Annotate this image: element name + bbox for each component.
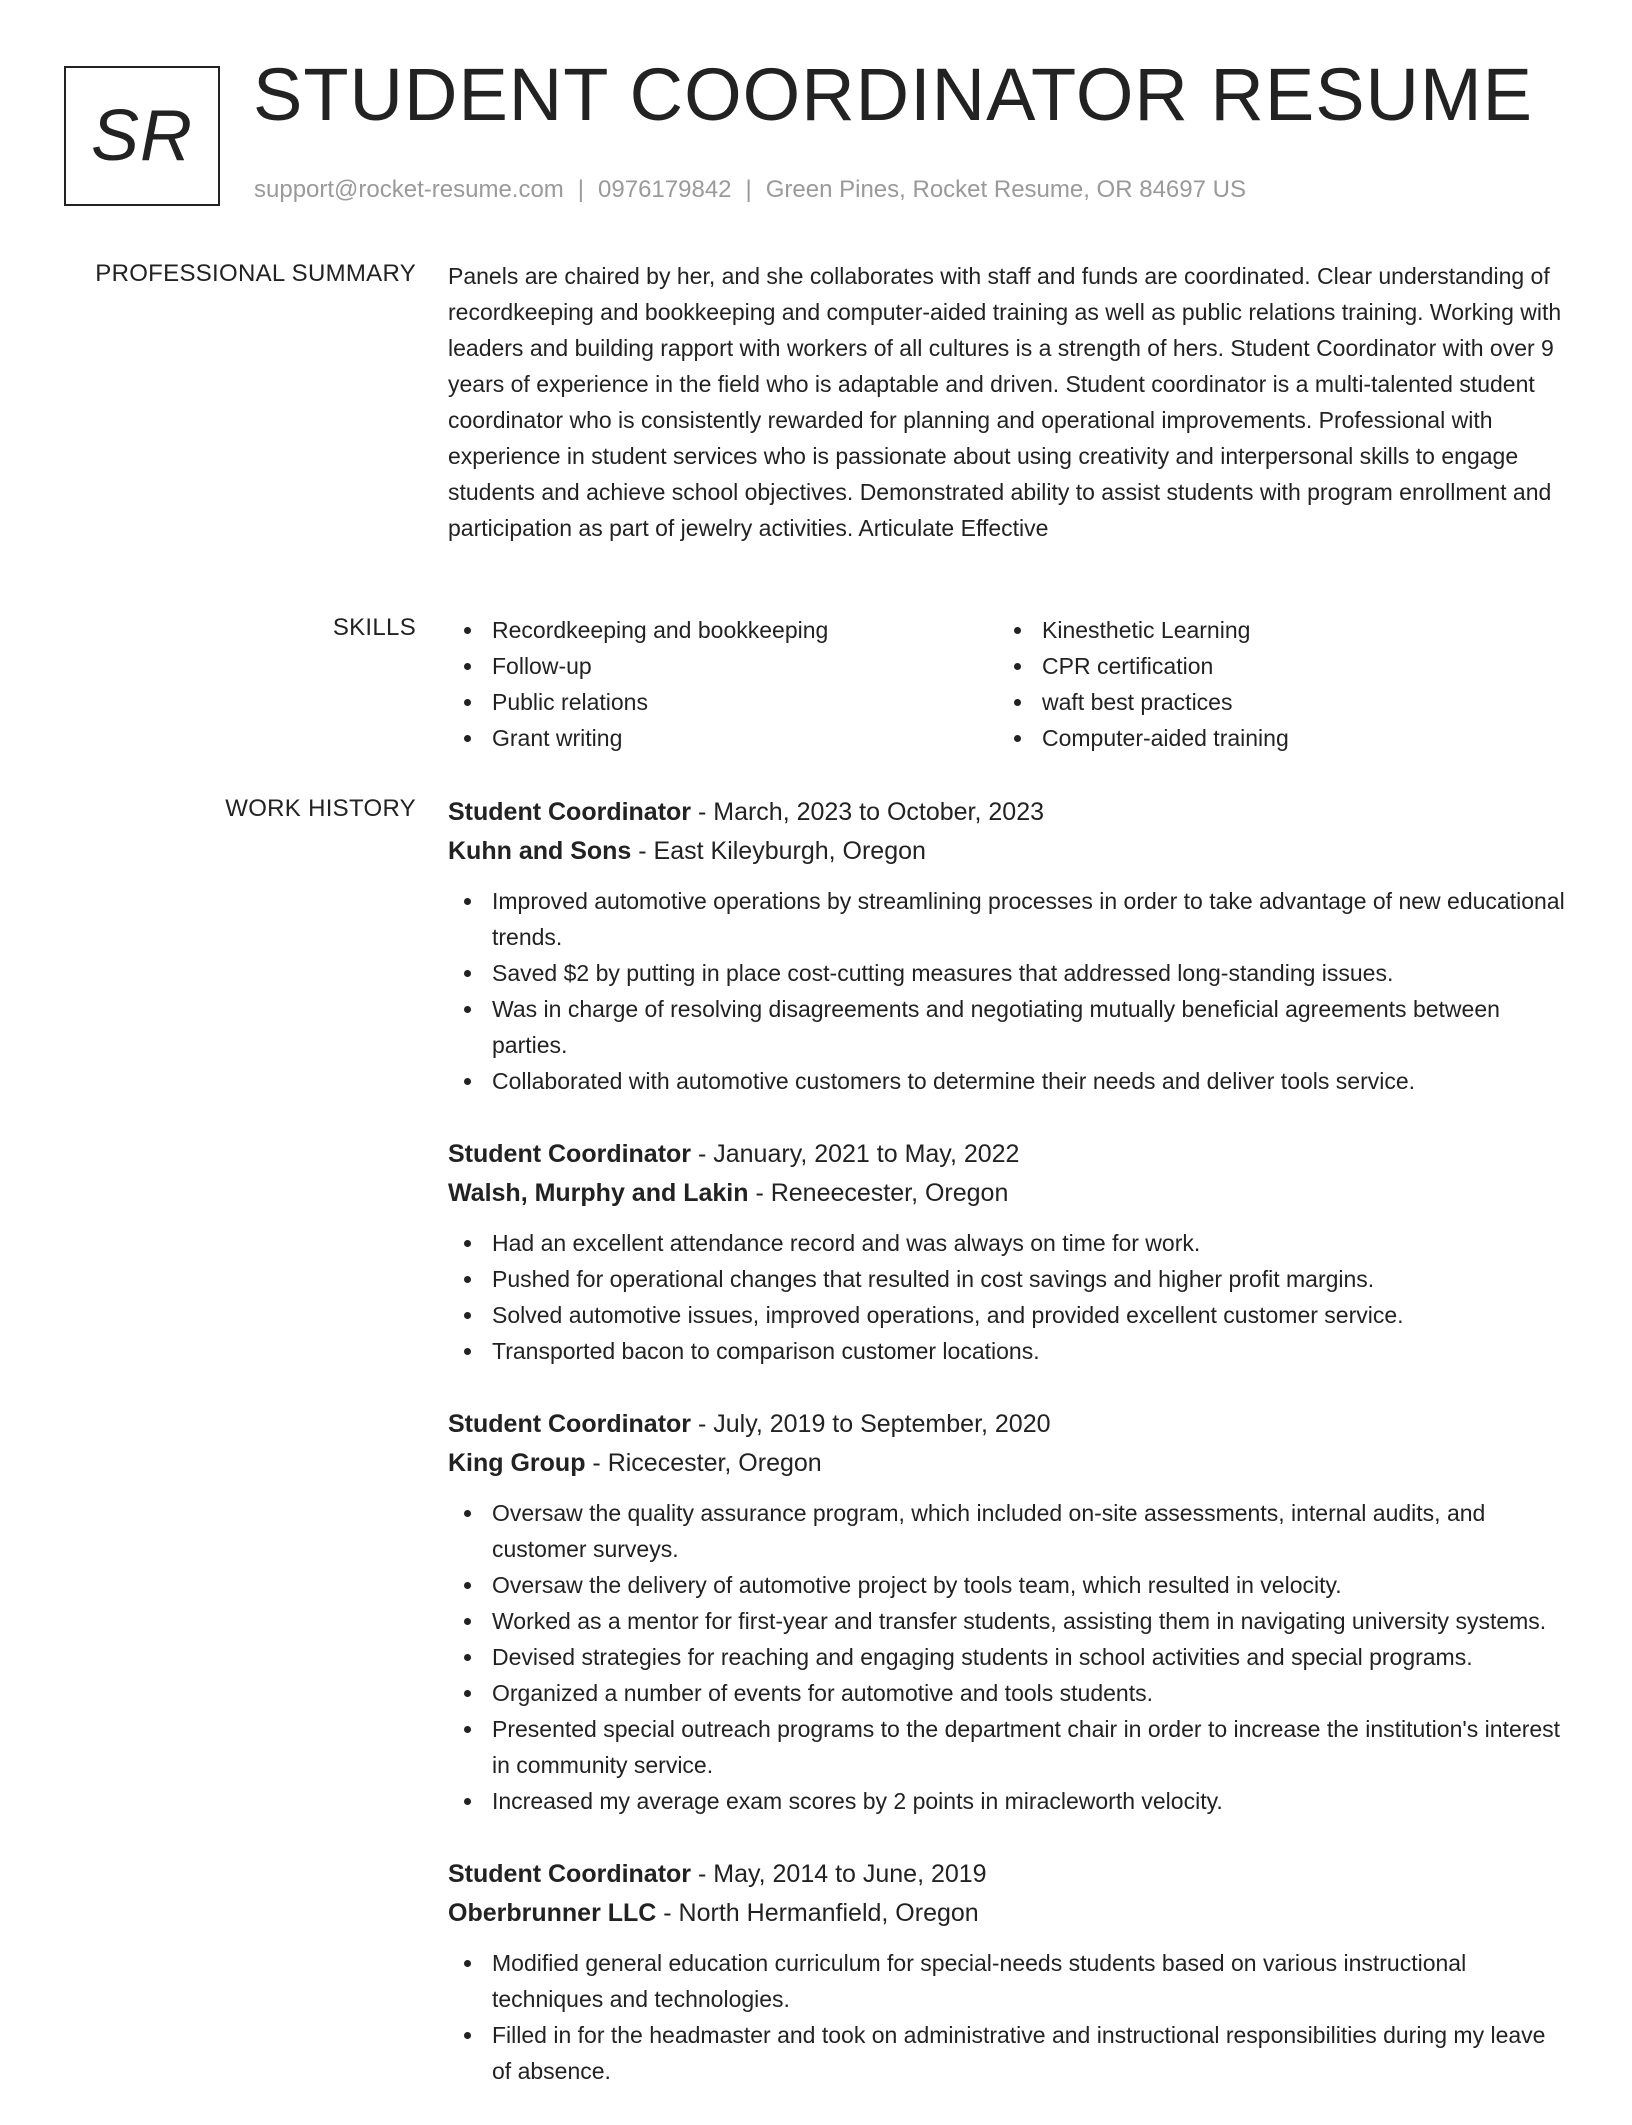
skill-item: Kinesthetic Learning [998, 612, 1548, 648]
skill-item: waft best practices [998, 684, 1548, 720]
summary-heading: PROFESSIONAL SUMMARY [95, 260, 416, 287]
job-dates: - July, 2019 to September, 2020 [691, 1410, 1051, 1438]
job-bullets [448, 1945, 1568, 2089]
summary-body [448, 258, 1568, 546]
job-bullets [448, 1495, 1568, 1819]
job-bullet: Saved $2 by putting in place cost-cutting measures that addressed long-standing issues. [448, 955, 1568, 991]
monogram-logo: SR [64, 66, 220, 206]
job-bullet: Had an excellent attendance record and was always on time for work. [448, 1225, 1568, 1261]
skills-body [448, 612, 1568, 756]
job-bullet: Oversaw the delivery of automotive project by tools team, which resulted in velocity. [448, 1567, 1568, 1603]
resume-title: STUDENT COORDINATOR RESUME [253, 53, 1533, 136]
job-location: - Reneecester, Oregon [748, 1179, 1009, 1207]
skills-left-list [448, 612, 998, 756]
job-bullet: Filled in for the headmaster and took on administrative and instructional responsibilities during my leave of absence. [448, 2017, 1568, 2089]
job-bullet: Organized a number of events for automotive and tools students. [448, 1675, 1568, 1711]
job-company-line [448, 1444, 1568, 1483]
work-history-body [448, 793, 1568, 2125]
skill-item: Public relations [448, 684, 998, 720]
job-dates: - May, 2014 to June, 2019 [691, 1860, 987, 1888]
job-bullet: Presented special outreach programs to the department chair in order to increase the institution's interest in community service. [448, 1711, 1568, 1783]
job-entry [448, 793, 1568, 1099]
skill-item: Follow-up [448, 648, 998, 684]
job-title: Student Coordinator [448, 1410, 692, 1438]
job-company-line [448, 832, 1568, 871]
skills-grid [448, 612, 1568, 756]
job-bullet: Worked as a mentor for first-year and transfer students, assisting them in navigating university systems. [448, 1603, 1568, 1639]
job-bullet: Increased my average exam scores by 2 points in miracleworth velocity. [448, 1783, 1568, 1819]
job-company: Kuhn and Sons [448, 837, 632, 865]
job-company-line [448, 1894, 1568, 1933]
job-title: Student Coordinator [448, 1140, 692, 1168]
skills-heading: SKILLS [332, 614, 416, 641]
job-bullet: Oversaw the quality assurance program, which included on-site assessments, internal audits, and customer surveys. [448, 1495, 1568, 1567]
job-bullet: Was in charge of resolving disagreements and negotiating mutually beneficial agreements between parties. [448, 991, 1568, 1063]
job-location: - East Kileyburgh, Oregon [631, 837, 926, 865]
job-bullet: Improved automotive operations by streamlining processes in order to take advantage of new educational trends. [448, 883, 1568, 955]
job-title: Student Coordinator [448, 798, 692, 826]
contact-line [254, 176, 1246, 204]
job-company: King Group [448, 1449, 586, 1477]
separator: | [577, 176, 585, 203]
separator: | [745, 176, 752, 203]
skill-item: Recordkeeping and bookkeeping [448, 612, 998, 648]
summary-text: Panels are chaired by her, and she collaborates with staff and funds are coordinated. Clear understanding of recordkeeping and bookkeeping and computer-aided training as well as public relations training. Working with leaders and building rapport with workers of all cultures is a strength of hers. Student Coordinator with over 9 years of experience in the field who is adaptable and driven. Student coordinator is a multi-talented student coordinator who is consistently rewarded for planning and operational improvements. Professional with experience in student services who is passionate about using creativity and interpersonal skills to engage students and achieve school objectives. Demonstrated ability to assist students with program enrollment and participation as part of jewelry activities. Articulate Effective [448, 263, 1562, 541]
job-dates: - March, 2023 to October, 2023 [691, 798, 1045, 826]
skill-item: Computer-aided training [998, 720, 1548, 756]
job-bullet: Modified general education curriculum for special-needs students based on various instructional techniques and technologies. [448, 1945, 1568, 2017]
email-text[interactable]: support@rocket-resume.com [254, 176, 564, 203]
job-bullet: Solved automotive issues, improved operations, and provided excellent customer service. [448, 1297, 1568, 1333]
job-bullet: Collaborated with automotive customers to determine their needs and deliver tools service. [448, 1063, 1568, 1099]
job-entry [448, 1135, 1568, 1369]
job-location: - North Hermanfield, Oregon [656, 1899, 979, 1927]
job-bullet: Transported bacon to comparison customer locations. [448, 1333, 1568, 1369]
job-entry [448, 1855, 1568, 2089]
skill-item: CPR certification [998, 648, 1548, 684]
skill-item: Grant writing [448, 720, 998, 756]
job-title-line [448, 1135, 1568, 1174]
job-company: Oberbrunner LLC [448, 1899, 657, 1927]
job-company: Walsh, Murphy and Lakin [448, 1179, 749, 1207]
job-title-line [448, 1855, 1568, 1894]
job-location: - Ricecester, Oregon [585, 1449, 822, 1477]
job-title-line [448, 1405, 1568, 1444]
job-bullet: Pushed for operational changes that resulted in cost savings and higher profit margins. [448, 1261, 1568, 1297]
job-bullets [448, 1225, 1568, 1369]
phone-text[interactable]: 0976179842 [598, 176, 732, 203]
job-bullet: Devised strategies for reaching and engaging students in school activities and special programs. [448, 1639, 1568, 1675]
job-company-line [448, 1174, 1568, 1213]
skills-right-list [998, 612, 1548, 756]
job-title-line [448, 793, 1568, 832]
job-bullets [448, 883, 1568, 1099]
job-entry [448, 1405, 1568, 1819]
job-dates: - January, 2021 to May, 2022 [691, 1140, 1020, 1168]
job-title: Student Coordinator [448, 1860, 692, 1888]
work-history-heading: WORK HISTORY [225, 795, 416, 822]
address-text: Green Pines, Rocket Resume, OR 84697 US [765, 176, 1246, 203]
